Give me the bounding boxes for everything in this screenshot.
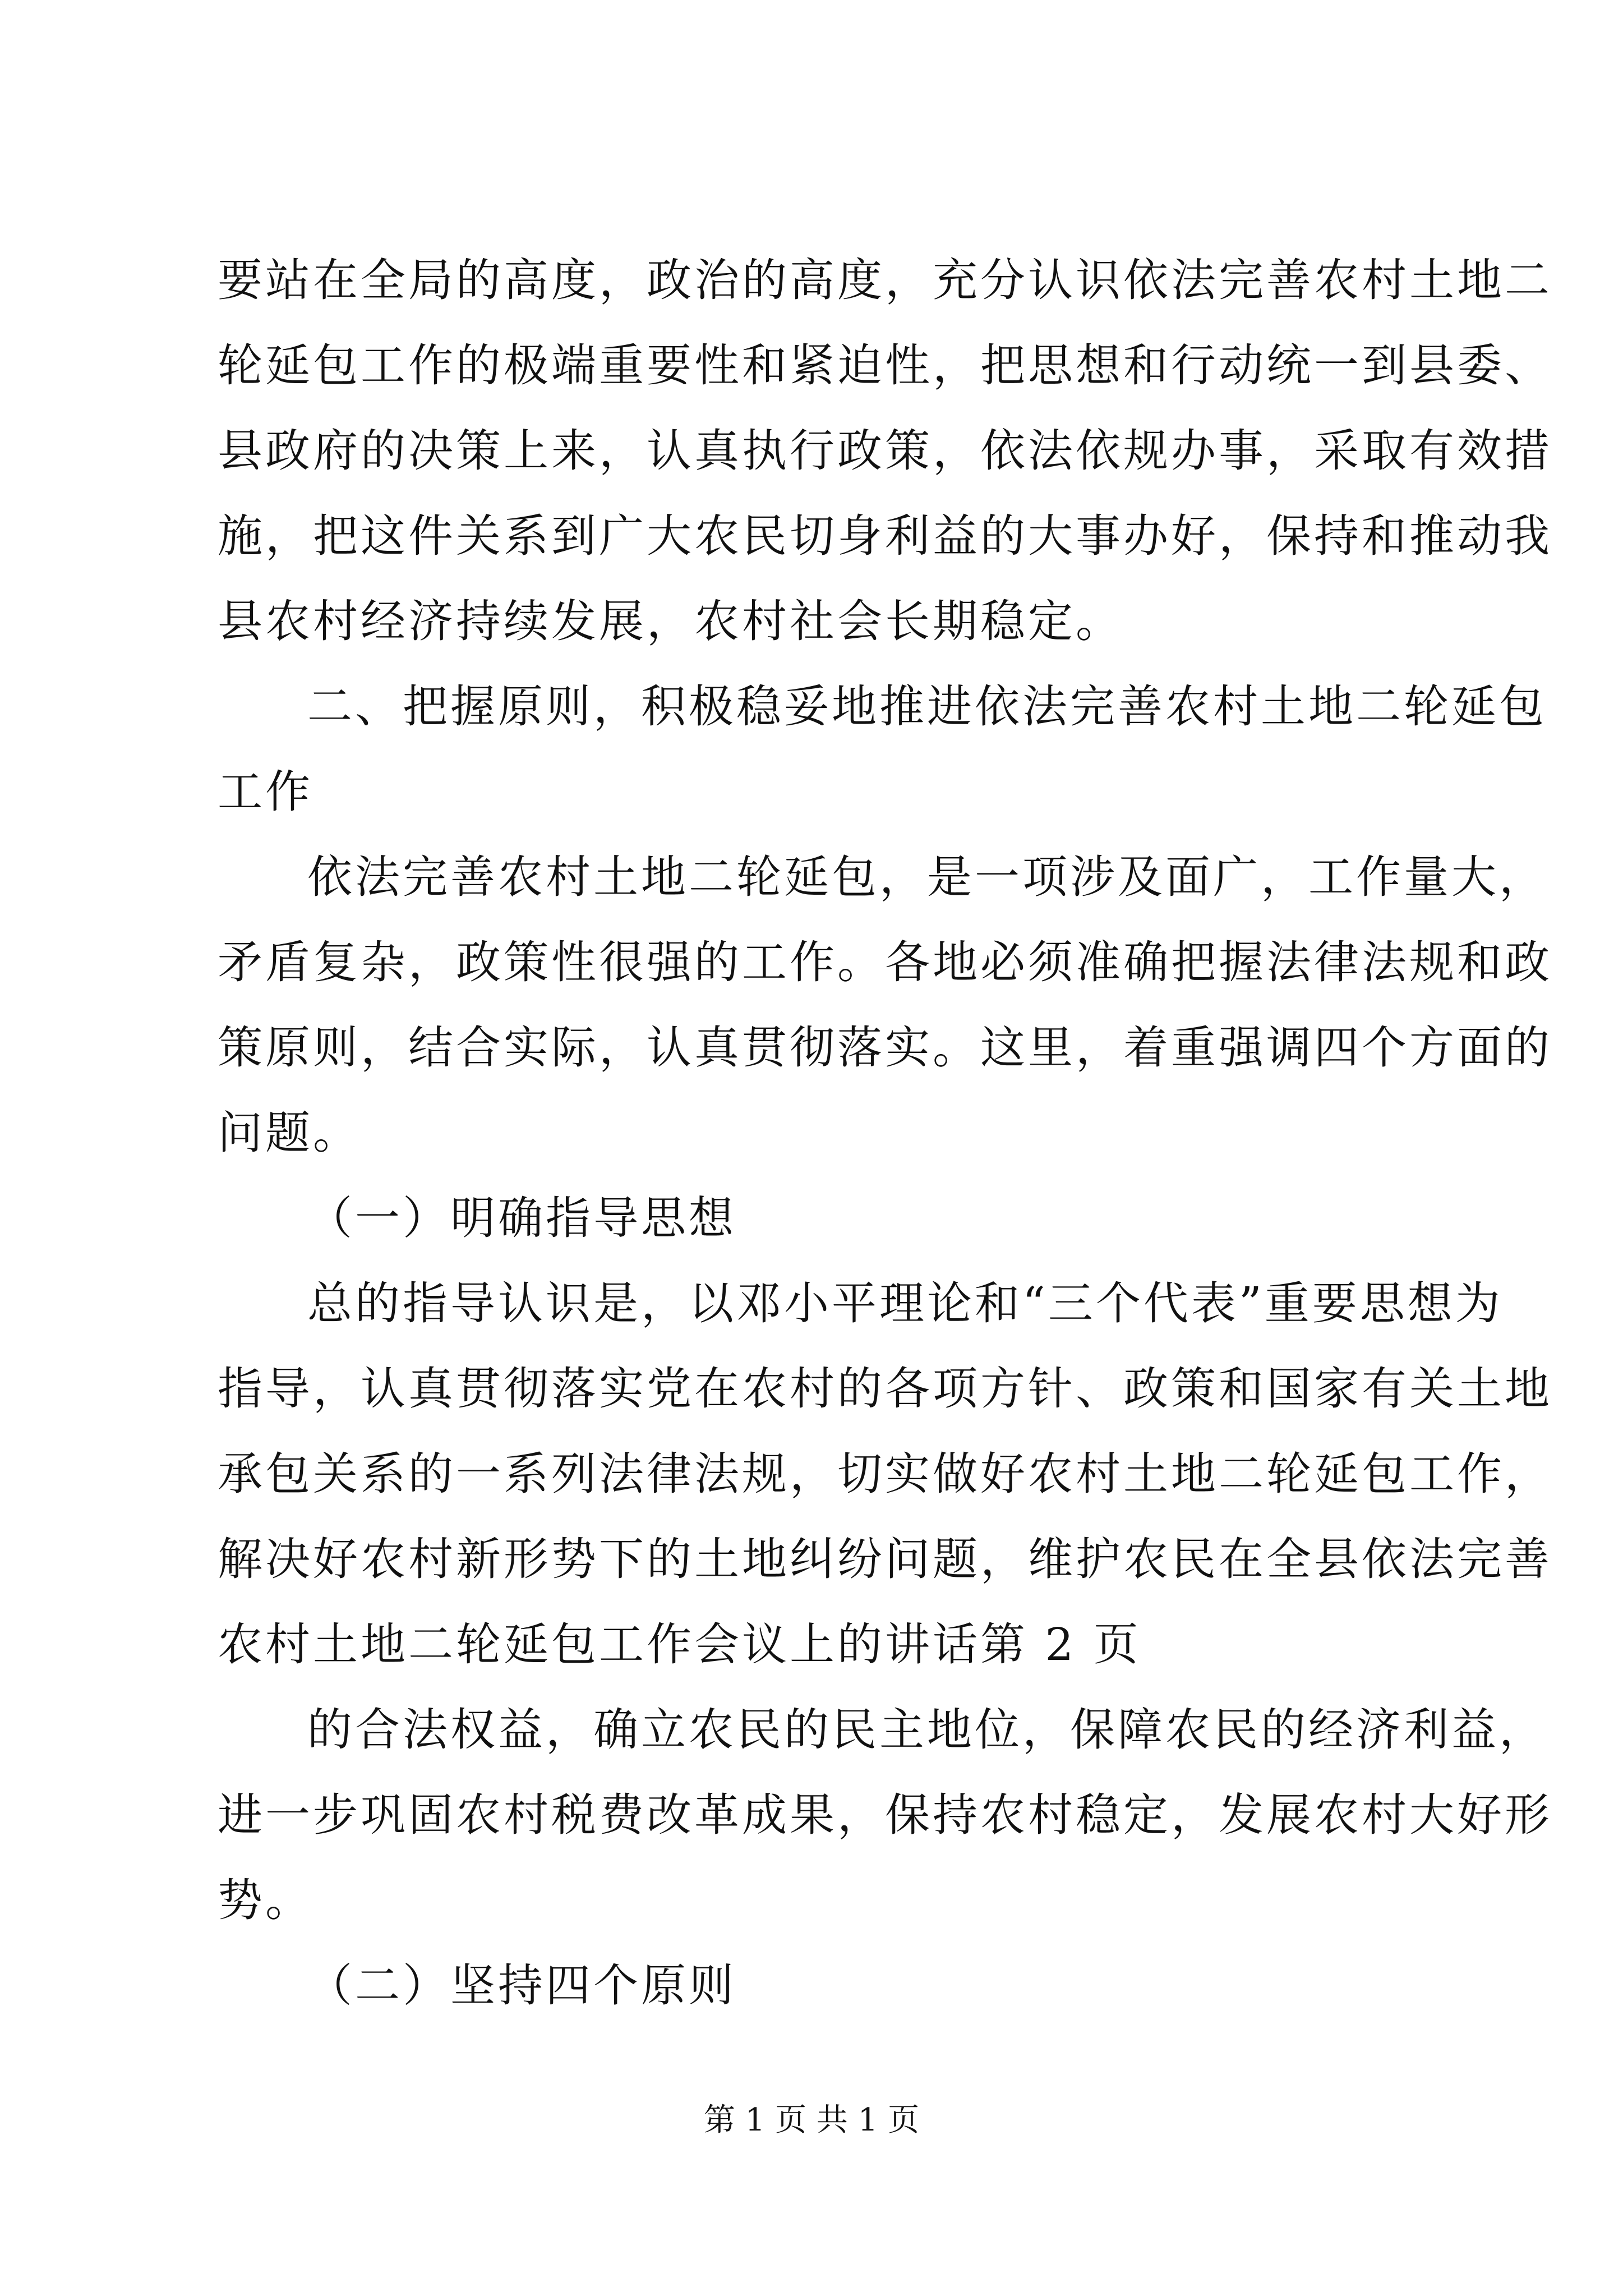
paragraph-start: 总的指导认识是，以邓小平理论和“三个代表”重要思想为 — [307, 1277, 1503, 1329]
text-line: 轮延包工作的极端重要性和紧迫性，把思想和行动统一到县委、 — [218, 339, 1552, 392]
text-line: 势。 — [218, 1874, 313, 1926]
text-line: 进一步巩固农村税费改革成果，保持农村稳定，发展农村大好形 — [218, 1789, 1552, 1841]
paragraph-start: 的合法权益，确立农民的民主地位，保障农民的经济利益， — [307, 1704, 1547, 1756]
text-line: 县农村经济持续发展，农村社会长期稳定。 — [218, 595, 1123, 647]
text-line: 农村土地二轮延包工作会议上的讲话第 2 页 — [218, 1618, 1141, 1671]
subsection-heading: （一）明确指导思想 — [307, 1192, 736, 1244]
text-line: 解决好农村新形势下的土地纠纷问题，维护农民在全县依法完善 — [218, 1533, 1552, 1585]
text-line: 策原则，结合实际，认真贯彻落实。这里，着重强调四个方面的 — [218, 1022, 1552, 1074]
text-line: 县政府的决策上来，认真执行政策，依法依规办事，采取有效措 — [218, 425, 1552, 477]
text-line: 指导，认真贯彻落实党在农村的各项方针、政策和国家有关土地 — [218, 1363, 1552, 1415]
text-line: 承包关系的一系列法律法规，切实做好农村土地二轮延包工作， — [218, 1448, 1552, 1500]
text-line: 问题。 — [218, 1107, 361, 1159]
text-line: 要站在全局的高度，政治的高度，充分认识依法完善农村土地二 — [218, 254, 1552, 306]
section-heading: 二、把握原则，积极稳妥地推进依法完善农村土地二轮延包 — [307, 680, 1547, 733]
text-line: 矛盾复杂，政策性很强的工作。各地必须准确把握法律法规和政 — [218, 936, 1552, 988]
subsection-heading: （二）坚持四个原则 — [307, 1959, 736, 2012]
text-line: 施，把这件关系到广大农民切身利益的大事办好，保持和推动我 — [218, 510, 1552, 562]
section-heading-continuation: 工作 — [218, 766, 313, 818]
page-footer: 第 1 页 共 1 页 — [703, 2102, 920, 2138]
paragraph-start: 依法完善农村土地二轮延包，是一项涉及面广，工作量大， — [307, 851, 1547, 903]
